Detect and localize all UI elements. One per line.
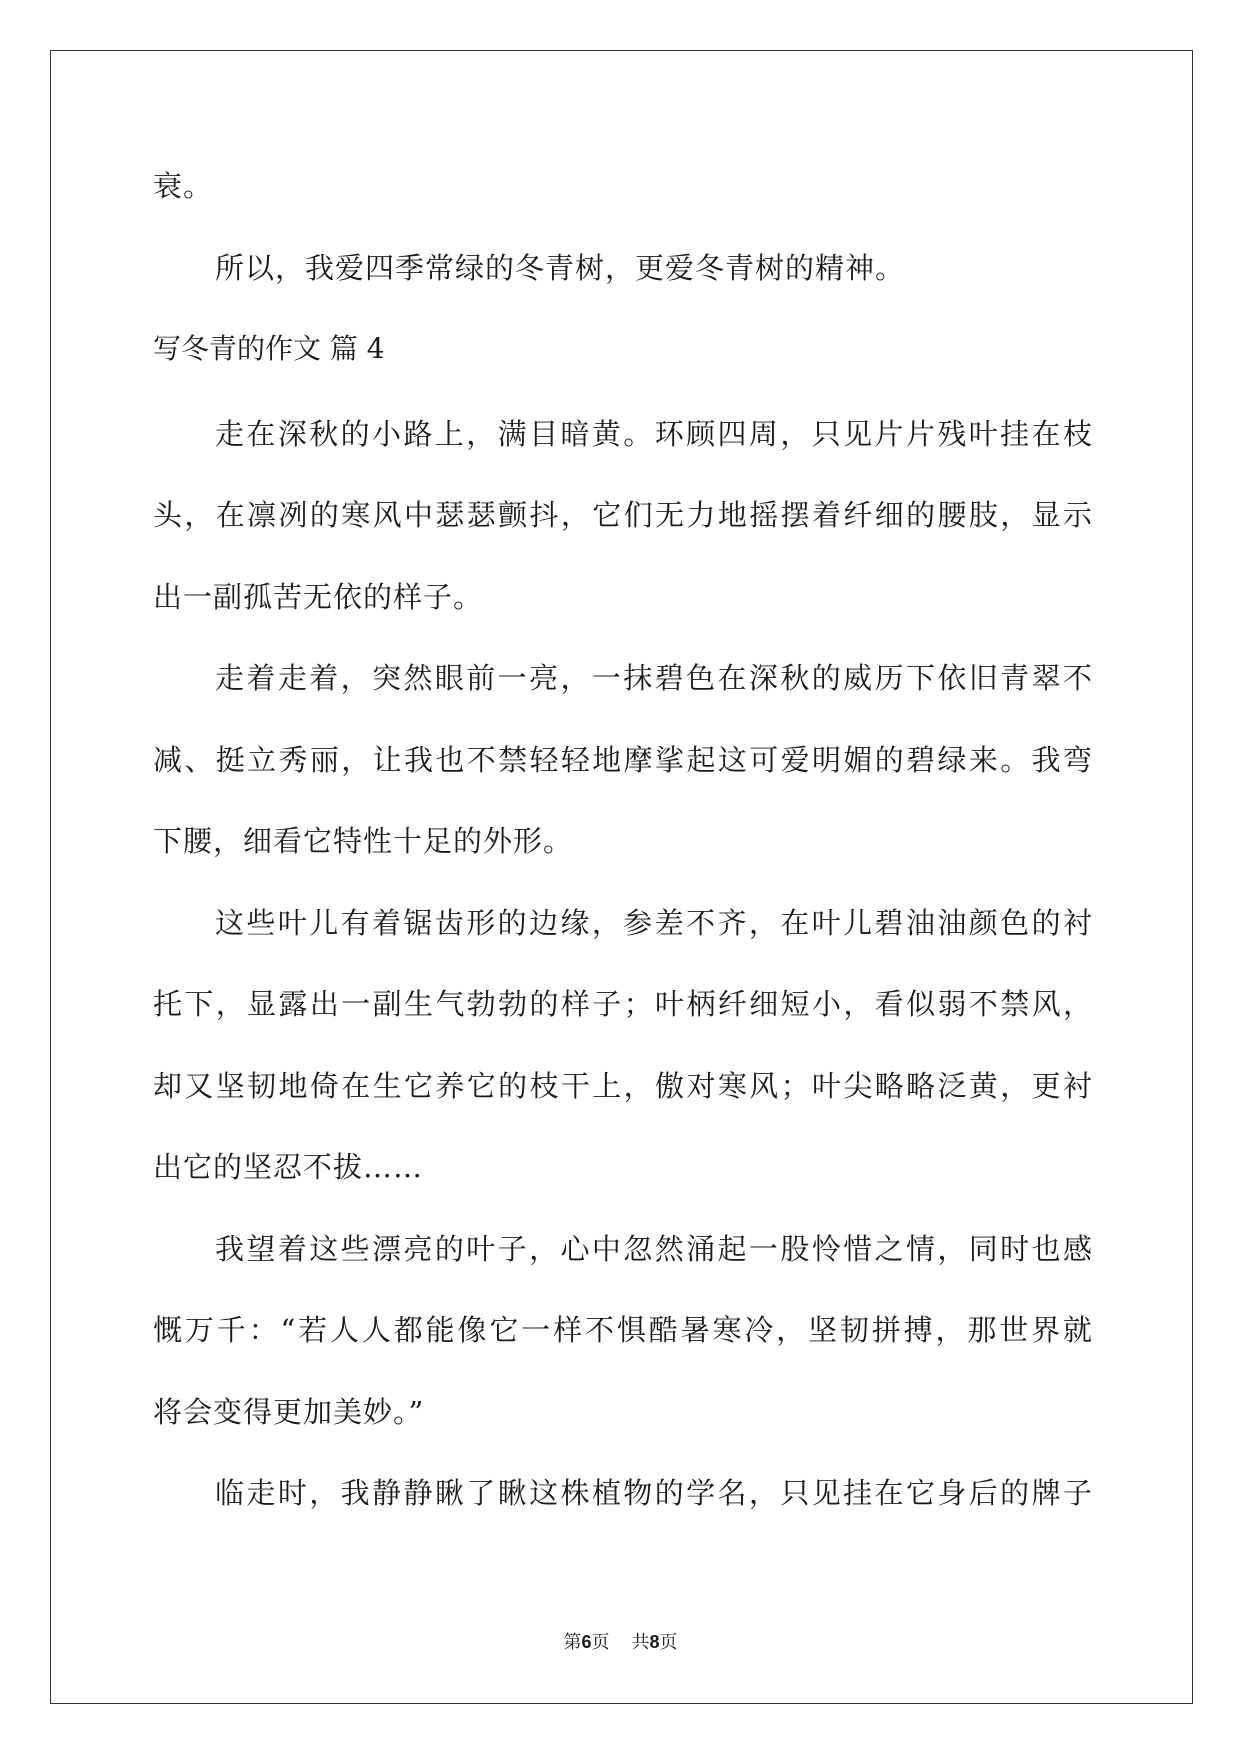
footer-page-number: 6: [581, 1632, 592, 1652]
text-line: 这些叶儿有着锯齿形的边缘，参差不齐，在叶儿碧油油颜色的衬: [215, 906, 1093, 940]
footer-prefix: 第: [563, 1632, 582, 1653]
page-border: [50, 50, 1193, 1704]
footer-total-suffix: 页: [659, 1632, 678, 1653]
footer-page-suffix: 页: [591, 1632, 610, 1653]
text-line: 走在深秋的小路上，满目暗黄。环顾四周，只见片片残叶挂在枝: [215, 417, 1093, 451]
text-line: 衰。: [153, 169, 214, 203]
text-line: 我望着这些漂亮的叶子，心中忽然涌起一股怜惜之情，同时也感: [215, 1232, 1093, 1266]
footer-total-prefix: 共: [631, 1632, 650, 1653]
text-line: 走着走着，突然眼前一亮，一抹碧色在深秋的威历下依旧青翠不: [215, 661, 1093, 695]
text-line: 下腰，细看它特性十足的外形。: [153, 824, 574, 858]
text-line: 将会变得更加美妙。”: [153, 1395, 425, 1429]
text-line: 头，在凛冽的寒风中瑟瑟颤抖，它们无力地摇摆着纤细的腰肢，显示: [153, 498, 1093, 532]
text-line: 托下，显露出一副生气勃勃的样子；叶柄纤细短小，看似弱不禁风，: [153, 987, 1093, 1021]
section-heading: 写冬青的作文 篇 4: [153, 332, 385, 365]
text-line: 出它的坚忍不拔……: [153, 1150, 424, 1184]
text-line: 出一副孤苦无依的样子。: [153, 580, 484, 614]
text-line: 所以，我爱四季常绿的冬青树，更爱冬青树的精神。: [215, 251, 906, 285]
page-footer: [0, 1630, 1241, 1655]
text-line: 却又坚韧地倚在生它养它的枝干上，傲对寒风；叶尖略略泛黄，更衬: [153, 1069, 1093, 1103]
footer-total-pages: 8: [649, 1632, 660, 1652]
text-line: 临走时，我静静瞅了瞅这株植物的学名，只见挂在它身后的牌子: [215, 1476, 1093, 1510]
text-line: 慨万千：“若人人都能像它一样不惧酷暑寒冷，坚韧拼搏，那世界就: [153, 1313, 1093, 1347]
text-line: 减、挺立秀丽，让我也不禁轻轻地摩挲起这可爱明媚的碧绿来。我弯: [153, 743, 1093, 777]
